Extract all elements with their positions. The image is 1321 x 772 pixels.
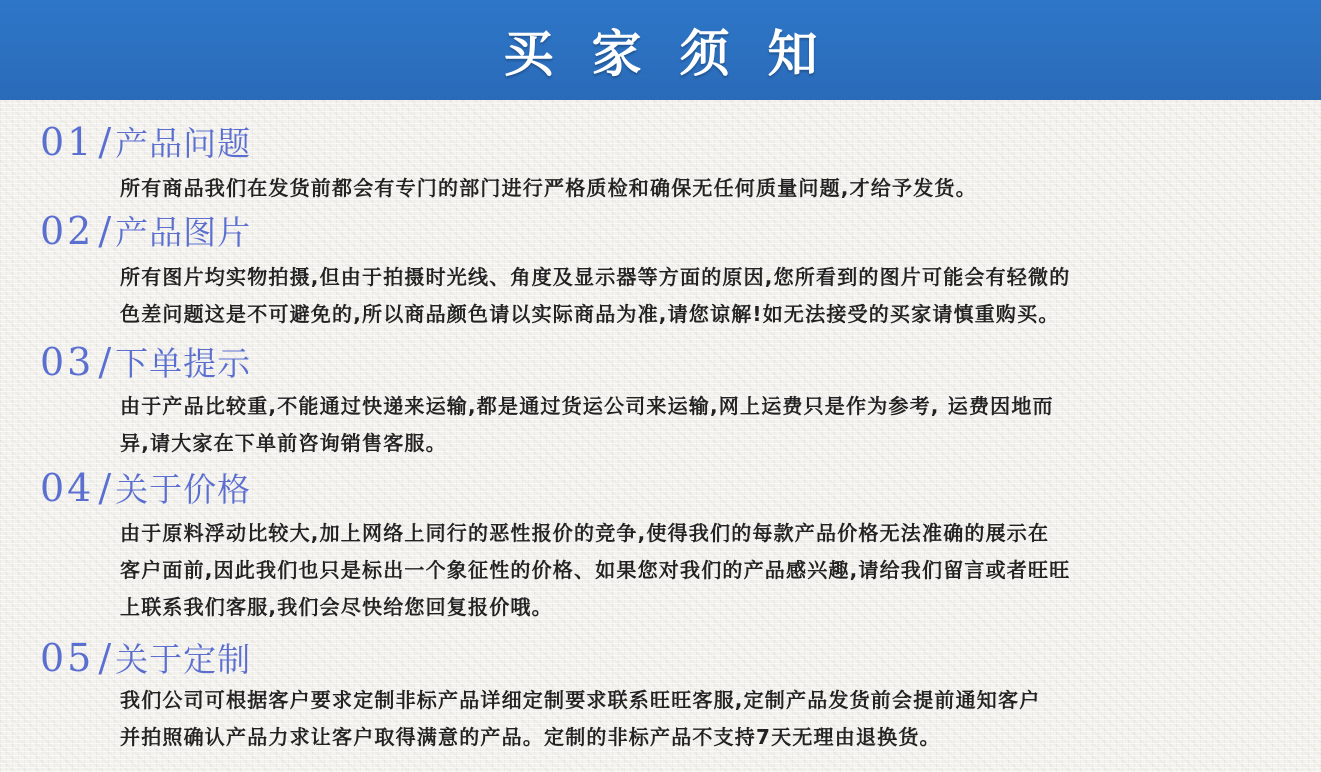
section-body xyxy=(120,170,1295,207)
body-line: 色差问题这是不可避免的,所以商品颜色请以实际商品为准,请您谅解!如无法接受的买家请慎重购买。 xyxy=(120,302,1060,326)
section-body xyxy=(120,388,1295,462)
section-title: 关于定制 xyxy=(115,640,252,679)
body-line: 我们公司可根据客户要求定制非标产品详细定制要求联系旺旺客服,定制产品发货前会提前通知客户 xyxy=(120,688,1041,712)
body-line: 客户面前,因此我们也只是标出一个象征性的价格、如果您对我们的产品感兴趣,请给我们留言或者旺旺 xyxy=(120,558,1071,582)
body-line: 所有图片均实物拍摄,但由于拍摄时光线、角度及显示器等方面的原因,您所看到的图片可能会有轻微的 xyxy=(120,265,1071,289)
page-title: 买家须知 xyxy=(503,25,856,83)
body-line: 所有商品我们在发货前都会有专门的部门进行严格质检和确保无任何质量问题,才给予发货。 xyxy=(120,176,977,200)
body-line: 上联系我们客服,我们会尽快给您回复报价哦。 xyxy=(120,595,553,619)
section-title: 关于价格 xyxy=(115,470,252,509)
section-number: 02 xyxy=(40,209,95,253)
section-slash: / xyxy=(98,636,112,680)
section-heading xyxy=(40,207,251,254)
body-line: 异,请大家在下单前咨询销售客服。 xyxy=(120,431,447,455)
section-slash: / xyxy=(98,120,112,164)
section-body xyxy=(120,515,1295,626)
body-line: 由于产品比较重,不能通过快递来运输,都是通过货运公司来运输,网上运费只是作为参考, 运费因地而 xyxy=(120,394,1054,418)
header-banner xyxy=(0,0,1321,100)
section-number: 01 xyxy=(40,120,95,164)
body-line: 并拍照确认产品力求让客户取得满意的产品。定制的非标产品不支持7天无理由退换货。 xyxy=(120,725,941,749)
section-title: 产品问题 xyxy=(115,124,252,163)
section-heading xyxy=(40,634,251,681)
section-heading xyxy=(40,338,251,385)
section-slash: / xyxy=(98,466,112,510)
section-heading xyxy=(40,464,251,511)
section-slash: / xyxy=(98,340,112,384)
section-title: 下单提示 xyxy=(115,344,252,383)
section-title: 产品图片 xyxy=(115,213,252,252)
section-number: 03 xyxy=(40,340,95,384)
body-line: 由于原料浮动比较大,加上网络上同行的恶性报价的竞争,使得我们的每款产品价格无法准确的展示在 xyxy=(120,521,1050,545)
section-body xyxy=(120,682,1295,756)
section-body xyxy=(120,259,1295,333)
section-number: 05 xyxy=(40,636,95,680)
section-heading xyxy=(40,118,251,165)
section-slash: / xyxy=(98,209,112,253)
section-number: 04 xyxy=(40,466,95,510)
